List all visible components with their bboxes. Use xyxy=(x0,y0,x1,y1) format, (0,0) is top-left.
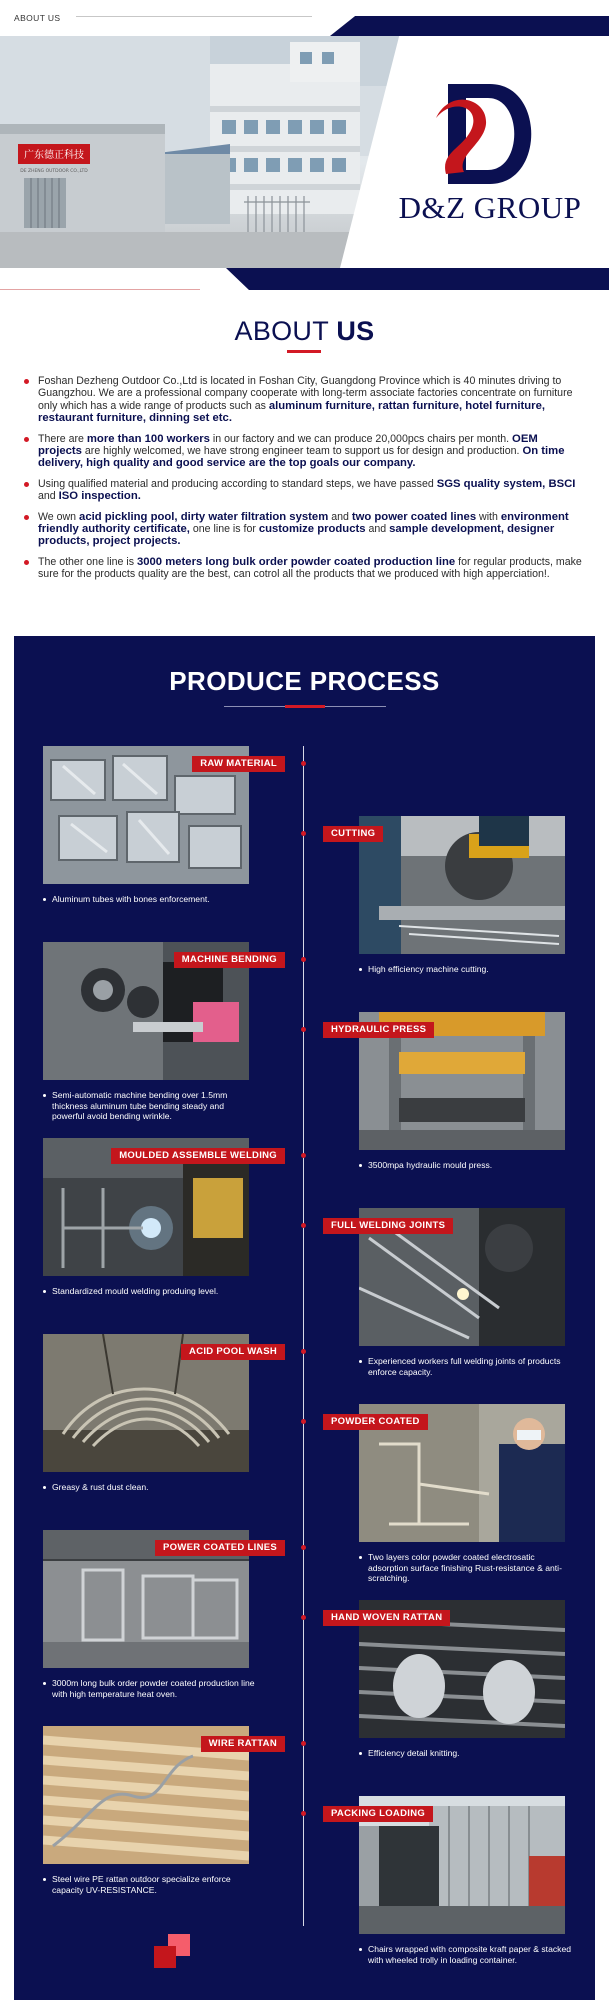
top-navy-band xyxy=(330,16,609,36)
about-title-underline xyxy=(287,350,321,353)
about-text: Foshan Dezheng Outdoor Co.,Ltd is located in Foshan City, Guangdong Province which is 40 minutes driving to Guangzhou. We are a professional company cooperate with long-term associate factories concentrate on furniture only which has a wide range of products such as xyxy=(38,375,573,412)
about-highlight: two power coated lines xyxy=(351,510,477,523)
about-item xyxy=(24,433,584,470)
decor-square-red xyxy=(154,1946,176,1968)
cutting-photo xyxy=(359,816,565,954)
step-hand-woven-rattan xyxy=(331,1600,565,1758)
about-highlight: On time delivery, high quality and good service are the top goals our company. xyxy=(38,445,565,470)
about-text: and xyxy=(38,490,59,503)
about-highlight: ISO inspection. xyxy=(58,490,141,503)
about-text: and xyxy=(365,523,390,536)
step-label: PACKING LOADING xyxy=(323,1806,433,1822)
step-label: MACHINE BENDING xyxy=(174,952,285,968)
about-title xyxy=(0,316,609,347)
timeline-dot xyxy=(301,831,306,836)
timeline-dot xyxy=(301,957,306,962)
step-label: FULL WELDING JOINTS xyxy=(323,1218,453,1234)
step-full-welding-joints xyxy=(331,1208,565,1377)
step-label: CUTTING xyxy=(323,826,383,842)
step-wire-rattan xyxy=(43,1726,277,1895)
timeline-dot xyxy=(301,1223,306,1228)
about-text: and xyxy=(328,510,352,523)
about-highlight: 3000 meters long bulk order powder coated production line xyxy=(136,555,456,568)
about-highlight: SGS quality system, BSCI xyxy=(436,477,576,490)
about-item xyxy=(24,375,584,425)
step-caption: Steel wire PE rattan outdoor specialize enforce capacity UV-RESISTANCE. xyxy=(43,1874,258,1895)
about-text: with xyxy=(476,510,501,523)
top-divider xyxy=(76,16,312,17)
step-caption: Experienced workers full welding joints of products enforce capacity. xyxy=(359,1356,574,1377)
timeline-dot xyxy=(301,1811,306,1816)
step-caption: 3000m long bulk order powder coated production line with high temperature heat oven. xyxy=(43,1678,258,1699)
step-label: MOULDED ASSEMBLE WELDING xyxy=(111,1148,285,1164)
top-section-label: ABOUT US xyxy=(14,13,61,23)
about-item xyxy=(24,556,584,581)
produce-process-section xyxy=(14,636,595,2000)
about-title-bold: US xyxy=(336,316,375,346)
bottom-divider xyxy=(0,289,200,290)
about-highlight: sample development, designer products, project projects. xyxy=(38,523,555,548)
about-text: We own xyxy=(38,510,80,523)
step-power-coated-lines xyxy=(43,1530,277,1699)
about-highlight: aluminum furniture, rattan furniture, hotel furniture, restaurant furniture, dinning set etc. xyxy=(38,399,545,425)
about-item xyxy=(24,511,584,548)
step-caption: 3500mpa hydraulic mould press. xyxy=(359,1160,574,1171)
step-label: ACID POOL WASH xyxy=(181,1344,285,1360)
step-label: POWER COATED LINES xyxy=(155,1540,285,1556)
step-label: POWDER COATED xyxy=(323,1414,428,1430)
timeline-dot xyxy=(301,1741,306,1746)
step-label: RAW MATERIAL xyxy=(192,756,285,772)
step-acid-pool-wash xyxy=(43,1334,277,1492)
about-highlight: environment friendly authority certificate, xyxy=(38,510,569,536)
step-caption: Semi-automatic machine bending over 1.5mm thickness aluminum tube bending steady and powerful avoid bending wrinkle. xyxy=(43,1090,258,1122)
about-text: Using qualified material and producing according to standard steps, we have passed xyxy=(38,477,437,490)
about-list xyxy=(24,375,584,589)
factory-sign-cn: 广东德正科技 xyxy=(24,150,84,161)
step-label: WIRE RATTAN xyxy=(201,1736,285,1752)
step-caption: Chairs wrapped with composite kraft paper & stacked with wheeled trolly in loading container. xyxy=(359,1944,574,1965)
about-highlight: acid pickling pool, dirty water filtration system xyxy=(79,510,329,523)
timeline-dot xyxy=(301,1419,306,1424)
step-powder-coated xyxy=(331,1404,565,1583)
step-caption: High efficiency machine cutting. xyxy=(359,964,574,975)
factory-sign-en: DE ZHENG OUTDOOR CO.,LTD xyxy=(20,169,88,174)
about-text: are highly welcomed, we have strong engineer team to support us for design and production. xyxy=(81,445,523,458)
step-moulded-assemble-welding xyxy=(43,1138,277,1296)
about-item xyxy=(24,478,584,503)
about-highlight: customize products xyxy=(258,523,366,536)
step-caption: Aluminum tubes with bones enforcement. xyxy=(43,894,258,905)
step-label: HAND WOVEN RATTAN xyxy=(323,1610,450,1626)
brand-name: D&Z GROUP xyxy=(398,190,582,225)
step-machine-bending xyxy=(43,942,277,1121)
step-caption: Two layers color powder coated electrosatic adsorption surface finishing Rust-resistance & anti- scratching. xyxy=(359,1552,574,1584)
step-caption: Greasy & rust dust clean. xyxy=(43,1482,258,1493)
step-caption: Standardized mould welding produing level. xyxy=(43,1286,258,1297)
about-text: one line is for xyxy=(189,523,259,536)
timeline-dot xyxy=(301,761,306,766)
timeline-dot xyxy=(301,1545,306,1550)
about-text: There are xyxy=(38,432,87,445)
about-title-light: ABOUT xyxy=(234,316,329,346)
about-text: The other one line is xyxy=(38,555,137,568)
about-text: for regular products, make sure for the products quality are the best, can cotrol all the products that we produced with high apperciation!. xyxy=(38,555,582,581)
step-label: HYDRAULIC PRESS xyxy=(323,1022,434,1038)
process-title-accent xyxy=(285,705,325,708)
process-timeline xyxy=(303,746,304,1926)
bottom-navy-band xyxy=(226,268,609,290)
process-title: PRODUCE PROCESS xyxy=(169,666,440,696)
about-highlight: OEM projects xyxy=(38,432,538,458)
about-text: in our factory and we can produce 20,000pcs chairs per month. xyxy=(209,432,513,445)
about-highlight: more than 100 workers xyxy=(86,432,210,445)
timeline-dot xyxy=(301,1027,306,1032)
step-raw-material xyxy=(43,746,277,904)
step-caption: Efficiency detail knitting. xyxy=(359,1748,574,1759)
step-hydraulic-press xyxy=(331,1012,565,1170)
step-packing-loading xyxy=(331,1796,572,1965)
timeline-dot xyxy=(301,1615,306,1620)
timeline-dot xyxy=(301,1153,306,1158)
step-cutting xyxy=(331,816,565,974)
timeline-dot xyxy=(301,1349,306,1354)
